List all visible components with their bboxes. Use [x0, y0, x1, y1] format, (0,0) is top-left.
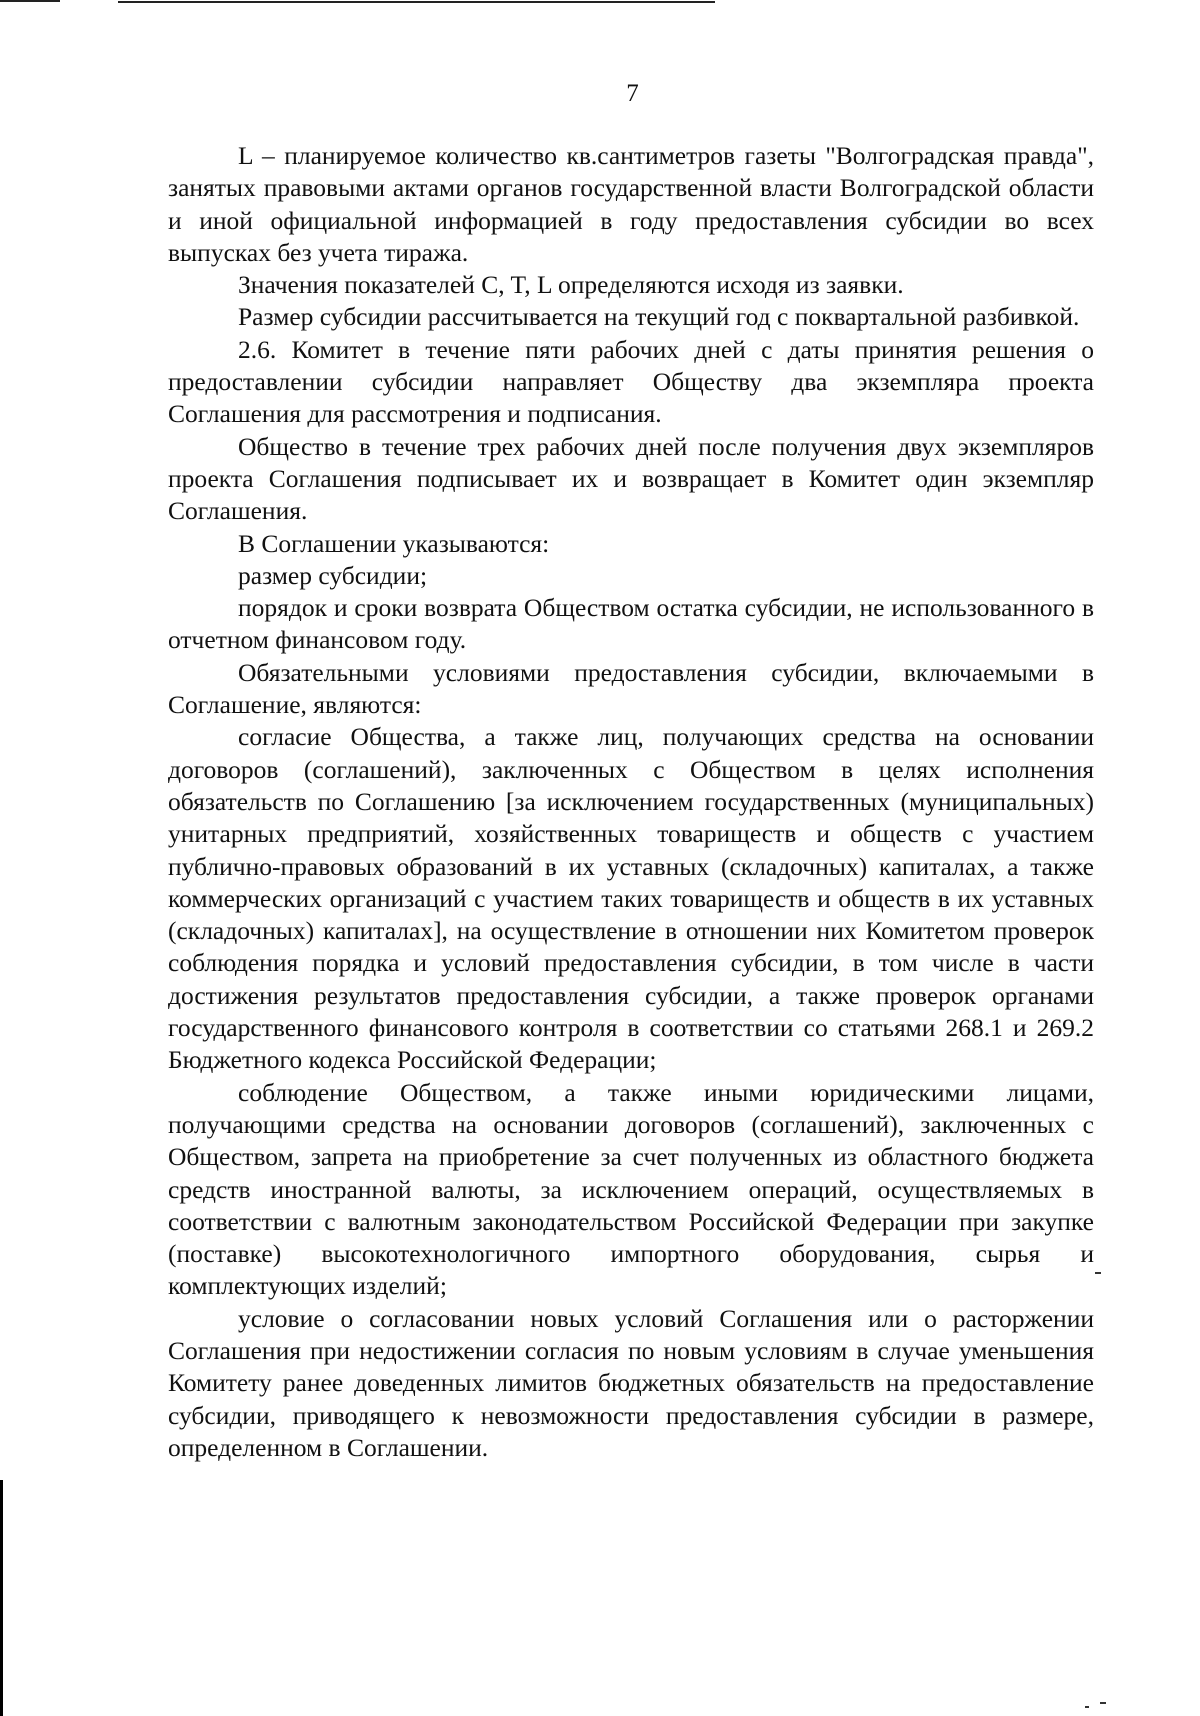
paragraph: Размер субсидии рассчитывается на текущий год с поквартальной разбивкой.: [238, 302, 1080, 332]
paragraph: Обязательными условиями предоставления субсидии, включаемыми в Соглашение, являются:: [168, 657, 1094, 720]
paragraph: L – планируемое количество кв.сантиметров газеты "Волгоградская правда", занятых правовыми актами органов государственной власти Волгоградской области и иной официальной информацией в году предоставления субсидии во всех выпусках без учета тиража.: [168, 141, 1094, 267]
scan-speck: [1100, 1702, 1106, 1704]
paragraph: размер субсидии;: [238, 560, 428, 590]
page-number: 7: [626, 80, 639, 107]
scan-artifact-top: [118, 1, 715, 3]
paragraph: согласие Общества, а также лиц, получающих средства на основании договоров (соглашений), заключенных с Обществом в целях исполнения обязательств по Соглашению [за исключением государственных (муниципальных) унитарных предприятий, хозяйственных товариществ и обществ с участием публично-правовых образований в их уставных (складочных) капиталах, а также коммерческих организаций с участием таких товариществ и обществ в их уставных (складочных) капиталах], на осуществление в отношении них Комитетом проверок соблюдения порядка и условий предоставления субсидии, в том числе в части достижения результатов предоставления субсидии, а также проверок органами государственного финансового контроля в соответствии со статьями 268.1 и 269.2 Бюджетного кодекса Российской Федерации;: [168, 722, 1094, 1075]
scan-speck: [1095, 1272, 1101, 1274]
paragraph: порядок и сроки возврата Обществом остатка субсидии, не использованного в отчетном финансовом году.: [168, 593, 1094, 655]
document-body: [168, 140, 1094, 1464]
scan-artifact-left-edge: [0, 1480, 3, 1716]
paragraph: условие о согласовании новых условий Соглашения или о расторжении Соглашения при недостижении согласия по новым условиям в случае уменьшения Комитету ранее доведенных лимитов бюджетных обязательств на предоставление субсидии, приводящего к невозможности предоставления субсидии в размере, определенном в Соглашении.: [168, 1303, 1094, 1462]
paragraph: соблюдение Обществом, а также иными юридическими лицами, получающими средства на основании договоров (соглашений), заключенных с Обществом, запрета на приобретение за счет полученных из областного бюджета средств иностранной валюты, за исключением операций, осуществляемых в соответствии с валютным законодательством Российской Федерации при закупке (поставке) высокотехнологичного импортного оборудования, сырья и комплектующих изделий;: [168, 1077, 1094, 1301]
paragraph: Значения показателей C, T, L определяются исходя из заявки.: [238, 270, 904, 300]
paragraph: В Соглашении указываются:: [238, 528, 550, 558]
paragraph: 2.6. Комитет в течение пяти рабочих дней с даты принятия решения о предоставлении субсидии направляет Обществу два экземпляра проекта Соглашения для рассмотрения и подписания.: [168, 334, 1094, 429]
scan-artifact-top-left: [0, 0, 60, 2]
scan-speck: [1085, 1706, 1089, 1708]
paragraph: Общество в течение трех рабочих дней после получения двух экземпляров проекта Соглашения подписывает их и возвращает в Комитет один экземпляр Соглашения.: [168, 431, 1094, 526]
